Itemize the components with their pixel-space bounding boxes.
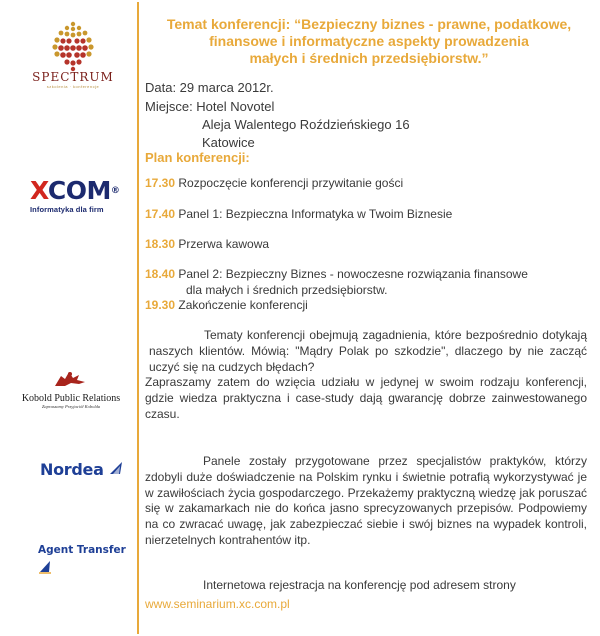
agenda-item (145, 175, 403, 191)
agenda-text-continued: dla małych i średnich przedsiębiorstw. (186, 283, 388, 297)
agenda-time: 17.30 (145, 176, 176, 190)
conference-city: Katowice (202, 135, 255, 150)
agenda-text: Panel 2: Bezpieczny Biznes - nowoczesne rozwiązania finansowe (178, 267, 528, 281)
sponsor-logos-column (0, 0, 137, 636)
xcom-logo-subtitle: Informatyka dla firm (30, 205, 104, 214)
agenda-time: 18.40 (145, 267, 176, 281)
spectrum-logo-tagline: szkolenia · konferencje (46, 84, 100, 89)
topics-paragraph (149, 328, 587, 375)
agent-transfer-sail-icon (38, 560, 52, 574)
panels-text: Panele zostały przygotowane przez specjalistów praktyków, którzy zdobyli duże doświadczenie na Polskim rynku i świetnie potrafią wykorzystywać je w zawiłościach życia gospodarczego. Przekażemy praktyczną wiedzę jak poruszać się w zakamarkach nie do końca jasno sprecyzowanych przepisów. Podpowiemy na co zwracać uwagę, jak zabezpieczać siebie i swój biznes na wypadek kontroli, nierzetelnych kontrahentów itp. (145, 454, 587, 547)
registration-url[interactable]: www.seminarium.xc.com.pl (145, 597, 290, 611)
agent-transfer-logo-text: Agent Transfer (38, 544, 126, 556)
kobold-logo (6, 370, 136, 420)
spectrum-logo (18, 20, 128, 100)
agenda-text: Rozpoczęcie konferencji przywitanie gości (178, 176, 404, 190)
invite-paragraph (145, 375, 587, 422)
nordea-sail-icon (108, 460, 124, 476)
agenda-item (145, 236, 269, 252)
kobold-logo-tagline: Zapraszamy Przyjaciół Kobolda (41, 404, 101, 409)
kobold-logo-text: Kobold Public Relations (21, 393, 121, 404)
agenda-time: 17.40 (145, 207, 176, 221)
spectrum-dots-icon (43, 20, 103, 72)
agenda-item (145, 266, 528, 298)
conference-date: Data: 29 marca 2012r. (145, 80, 274, 95)
registration-text: Internetowa rejestracja na konferencję pod adresem strony (203, 578, 516, 592)
nordea-logo-text: Nordea (40, 460, 104, 479)
agenda-time: 19.30 (145, 298, 176, 312)
agenda-item (145, 297, 308, 313)
title-line: finansowe i informatyczne aspekty prowadzenia (209, 33, 529, 49)
agenda-text: Przerwa kawowa (178, 237, 270, 251)
title-line: małych i średnich przedsiębiorstw.” (249, 50, 489, 66)
title-line: Temat konferencji: “Bezpieczny biznes - prawne, podatkowe, (166, 16, 572, 32)
agenda-text: Zakończenie konferencji (178, 298, 308, 312)
agent-transfer-logo (38, 540, 138, 560)
agenda-item (145, 206, 452, 222)
plan-heading: Plan konferencji: (145, 150, 250, 165)
conference-title (145, 16, 593, 67)
panels-paragraph (145, 454, 587, 549)
conference-street: Aleja Walentego Roździeńskiego 16 (202, 117, 410, 132)
spectrum-logo-text: SPECTRUM (32, 70, 114, 84)
nordea-logo (40, 460, 135, 490)
conference-place: Miejsce: Hotel Novotel (145, 99, 275, 114)
xcom-logo-text: XCOM® (30, 176, 120, 205)
kobold-figure-icon (51, 370, 91, 388)
invite-text: Zapraszamy zatem do wzięcia udziału w jedynej w swoim rodzaju konferencji, gdzie wiedza praktyczna i case-study dają gwarancję dobrze zainwestowanego czasu. (145, 375, 587, 421)
agenda-text: Panel 1: Bezpieczna Informatyka w Twoim Biznesie (178, 207, 453, 221)
xcom-logo (30, 178, 130, 258)
agenda-time: 18.30 (145, 237, 176, 251)
vertical-divider (137, 2, 139, 634)
conference-info (145, 0, 597, 636)
topics-text: Tematy konferencji obejmują zagadnienia, które bezpośrednio dotykają naszych klientów. Mówią: "Mądry Polak po szkodzie", dlaczego by nie zacząć uczyć się na cudzych błędach? (149, 328, 587, 374)
